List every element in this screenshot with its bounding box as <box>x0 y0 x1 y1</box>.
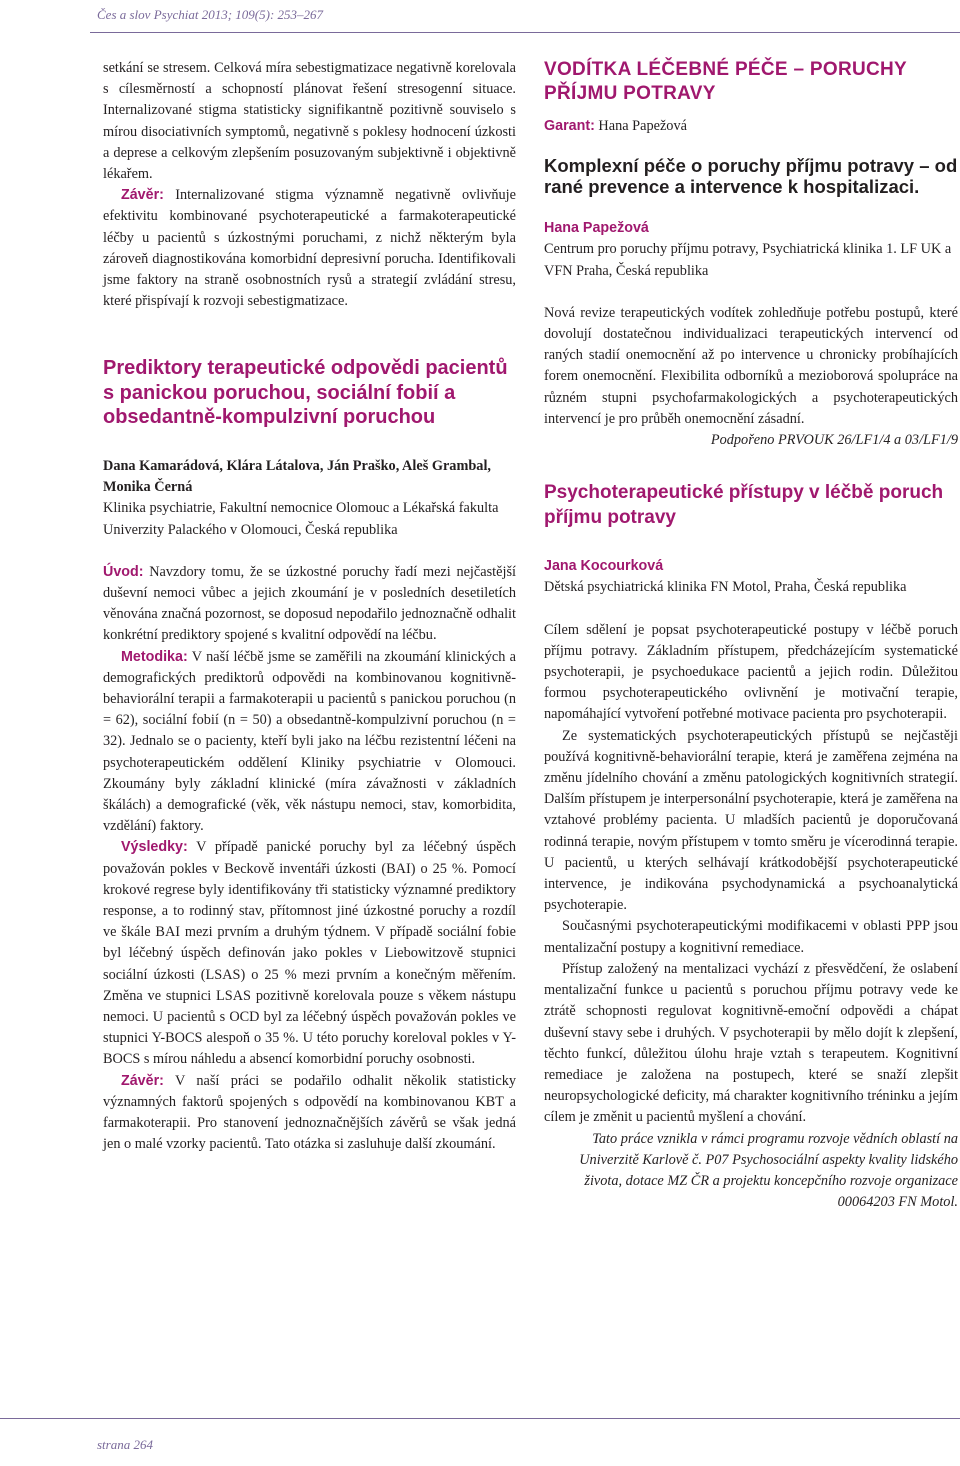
section-label: Výsledky: <box>121 839 188 856</box>
article-subtitle: Komplexní péče o poruchy příjmu potravy – od rané prevence a intervence k hospitalizaci. <box>544 155 958 198</box>
author: Hana Papežová <box>544 220 649 237</box>
left-column <box>103 58 516 1155</box>
paragraph: Současnými psychoterapeutickými modifikacemi v oblasti PPP jsou mentalizační postupy a kognitivní remediace. <box>544 918 958 956</box>
paragraph <box>103 837 516 1070</box>
funding-note: Podpořeno PRVOUK 26/LF1/4 a 03/LF1/9 <box>710 432 958 449</box>
right-column <box>544 58 958 1213</box>
garant-line <box>544 116 958 137</box>
header-divider <box>90 32 960 33</box>
paragraph-text: V případě panické poruchy byl za léčebný úspěch považován pokles v Beckově inventáři úzkosti (BAI) o 25 %. Pomocí krokové regrese byly identifikovány tři statisticky významné prediktory response, a to rodinný stav, přítomnost jiné úzkostné poruchy a rozdíl ve škále BAI mezi prvním a druhým týdnem. V případě sociální fobie byl léčebný úspěch definován jako pokles v Liebowitzově stupnici sociální úzkosti (LSAS) o 25 % mezi prvním a konečným měřením. Změna ve stupnici LSAS pozitivně korelovala pouze s věkem nástupu nemoci. U pacientů s OCD byl za léčebný úspěch považován pokles ve stupnici Y-BOCS alespoň o 35 %. U této poruchy koreloval pokles v Y-BOCS s mírou náhledu a absencí komorbidní poruchy osobnosti. <box>103 839 516 1068</box>
article-title: Prediktory terapeutické odpovědi pacientů s panickou poruchou, sociální fobií a obsedantně-kompulzivní poruchou <box>103 357 508 429</box>
paragraph-text: Internalizované stigma významně negativně ovlivňuje efektivitu kombinované psychoterapeutické a farmakoterapeutické léčby u pacientů s úzkostnými poruchami, z nichž některým byla zároveň diagnostikována komorbidní depresivní porucha. Identifikovali jsme faktory na straně osobnostních rysů a strategií zvládání stresu, které přispívají k rozvoji sebestigmatizace. <box>103 187 516 310</box>
journal-header: Čes a slov Psychiat 2013; 109(5): 253–267 <box>97 7 324 22</box>
paragraph: setkání se stresem. Celková míra sebestigmatizace negativně korelovala s cílesměrností a schopností plánovat řešení stresogenní situace. Internalizované stigma statisticky signifikantně pozitivně souviselo s mírou disociativních symptomů, negativně s poklesy hodnocení úzkosti a deprese a celkovým zlepšením posuzovaným subjektivně i objektivně lékařem. <box>103 60 516 183</box>
footer-divider <box>0 1418 960 1419</box>
paragraph <box>103 562 516 647</box>
article-title: Psychoterapeutické přístupy v léčbě poruch příjmu potravy <box>544 482 944 529</box>
section-label: Úvod: <box>103 563 144 580</box>
paragraph: Cílem sdělení je popsat psychoterapeutické postupy v léčbě poruch příjmu potravy. Základním přístupem, předcházejícím systematické psychoterapii, je psychoedukace pacientů a jejich rodin. Důležitou formou psychoterapeutického ovlivnění je motivační terapie, napomáhající vytvoření potřebné motivace pacienta pro psychoterapii. <box>544 621 958 723</box>
section-label: Závěr: <box>121 1072 164 1089</box>
garant-name: Hana Papežová <box>594 118 687 134</box>
section-label: Závěr: <box>121 187 164 204</box>
author: Jana Kocourková <box>544 558 664 575</box>
section-label: Metodika: <box>121 648 188 665</box>
paragraph <box>103 1071 516 1156</box>
funding-note: Tato práce vznikla v rámci programu rozvoje vědních oblastí na Univerzitě Karlově č. P07 Psychosociální aspekty kvality lidského života, dotace MZ ČR a projektu koncepčního rozvoje organizace 00064203 FN Motol. <box>579 1130 958 1211</box>
affiliation: Dětská psychiatrická klinika FN Motol, Praha, Česká republika <box>544 579 907 596</box>
paragraph-text: V naší práci se podařilo odhalit několik statisticky významných faktorů spojených s odpovědí na kombinovanou KBT a farmakoterapii. Pro stanovení jednoznačnějších závěrů se však jedná jen o malé vzorky pacientů. Tato otázka si zasluhuje další zkoumání. <box>103 1072 516 1153</box>
garant-label: Garant: <box>544 118 595 134</box>
paragraph-text: Navzdory tomu, že se úzkostné poruchy řadí mezi nejčastější duševní nemoci vůbec a jejich zkoumání je v posledních desetiletích věnována značná pozornost, se doposud nepodařilo jednoznačně odhalit konkrétní prediktory spojené s kvalitní odpovědí na léčbu. <box>103 563 516 644</box>
paragraph: Nová revize terapeutických vodítek zohledňuje potřebu postupů, které dovolují dostatečnou individualizaci terapeutických intervencí od raných stadií onemocnění až po intervence u chronicky probíhajících forem onemocnění. Flexibilita odborníků a mezioborová spolupráce na různém stupni psychofarmakologických a psychoterapeutických intervencí je pro průběh onemocnění zásadní. <box>544 304 958 427</box>
paragraph: Ze systematických psychoterapeutických přístupů se nejčastěji používá kognitivně-behaviorální terapie, která je zaměřena zejména na změnu jídelního chování a změnu patologických kognitivních strategií. Dalším přístupem je interpersonální psychoterapie, která je zaměřena na vztahové problémy pacienta. U mladších pacientů je doporučovaná rodinná terapie, novým přístupem v tomto směru je vícerodinná terapie. U pacientů, u kterých selhávají krátkodobější psychoterapeutické intervence, je indikována psychodynamická a psychoanalytická psychoterapie. <box>544 727 958 914</box>
affiliation: Centrum pro poruchy příjmu potravy, Psychiatrická klinika 1. LF UK a VFN Praha, Česká republika <box>544 241 952 279</box>
paragraph-text: V naší léčbě jsme se zaměřili na zkoumání klinických a demografických prediktorů odpovědi na kombinovanou kognitivně-behaviorální terapii a farmakoterapii u pacientů s panickou poruchou (n = 62), sociální fobií (n = 50) a obsedantně-kompulzivní poruchou (n = 32). Jednalo se o pacienty, kteří byli jako na léčbu rezistentní léčeni na psychoterapeutickém oddělení Kliniky psychiatrie v Olomouci. Zkoumány byly základní klinické (míra závažnosti v základních škálách) a demografické (věk, věk nástupu nemoci, stav, komorbidita, vzdělání) faktory. <box>103 648 516 835</box>
affiliation: Klinika psychiatrie, Fakultní nemocnice Olomouc a Lékařská fakulta Univerzity Palackého v Olomouci, Česká republika <box>103 500 499 538</box>
authors: Dana Kamarádová, Klára Látalova, Ján Praško, Aleš Grambal, Monika Černá <box>103 457 492 496</box>
paragraph <box>103 647 516 838</box>
paragraph <box>103 185 516 312</box>
page-number: strana 264 <box>97 1437 153 1452</box>
section-title: VODÍTKA LÉČEBNÉ PÉČE – PORUCHY PŘÍJMU POTRAVY <box>544 59 907 104</box>
paragraph: Přístup založený na mentalizaci vychází z přesvědčení, že oslabení mentalizační funkce u pacientů s poruchou příjmu potravy vede ke ztrátě schopnosti regulovat kognitivně-emoční odpovědi a chápat duševní stavy sebe i druhých. V psychoterapii by mělo dojít k zlepšení, těchto funkcí, důležitou úlohu hraje vztah s terapeutem. Kognitivní remediace je založena na postupech, které se snaží zlepšit neuropsychologické deficity, má charakter kognitivního tréninku a jejím cílem je změnit u pacientů myšlení a chování. <box>544 960 958 1126</box>
